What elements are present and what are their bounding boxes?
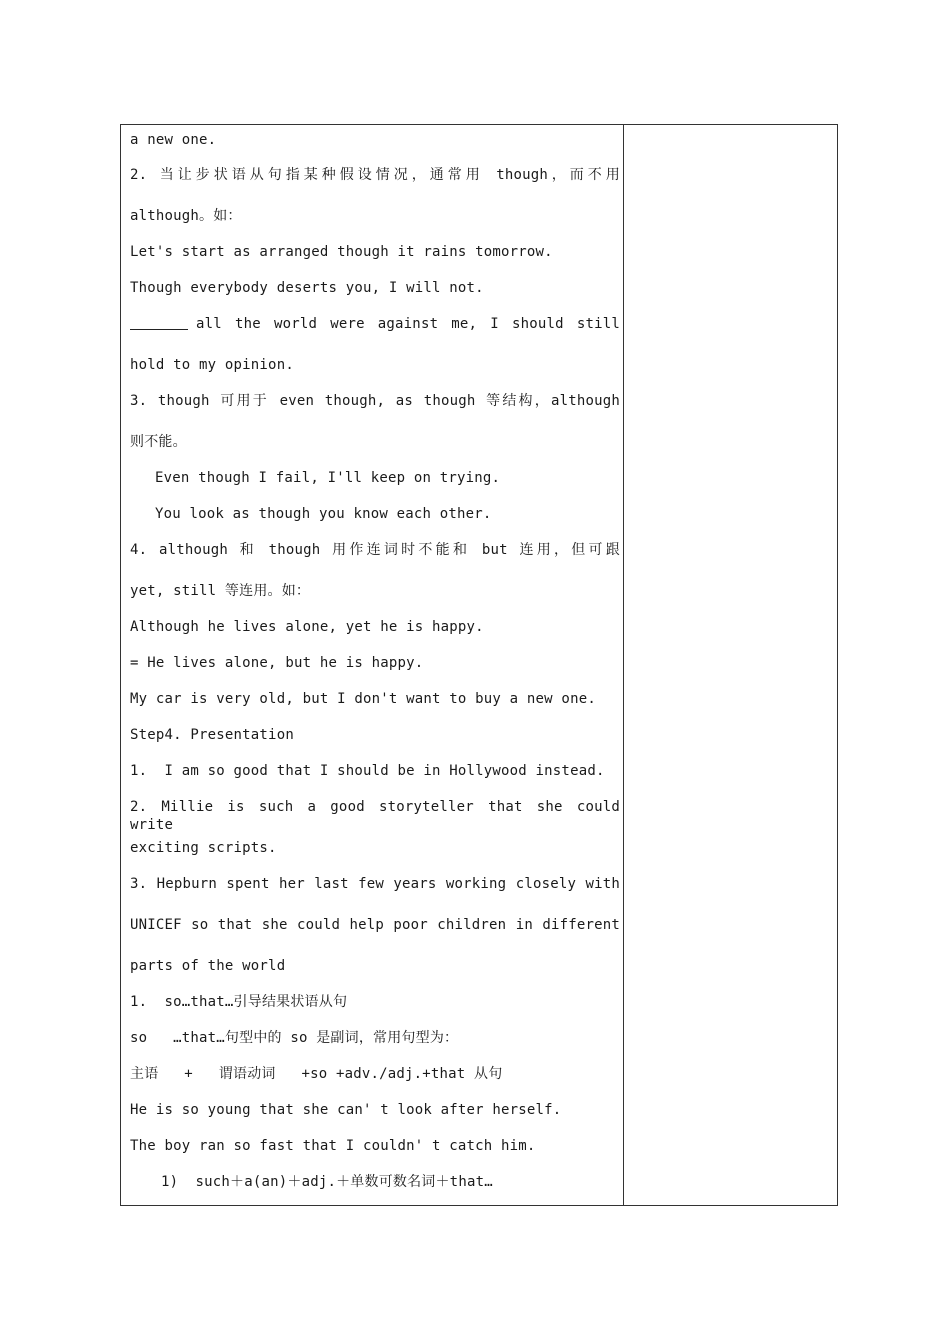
fill-in-text: all the world were against me, I should still [196,316,620,332]
text-line: He is so young that she can' t look after herself. [130,1102,562,1118]
text-line: 2. 当让步状语从句指某种假设情况，通常用 though，而不用 [130,167,620,183]
example-line: You look as though you know each other. [155,506,492,522]
text-line: 1. I am so good that I should be in Hollywood instead. [130,763,605,779]
text-line: hold to my opinion. [130,357,294,373]
text-line: My car is very old, but I don't want to buy a new one. [130,691,596,707]
section-heading: Step4. Presentation [130,727,294,743]
text-line: yet, still 等连用。如： [130,583,311,599]
text-line: 2. Millie is such a good storyteller that she could write [130,799,620,833]
text-line: 3. Hepburn spent her last few years working closely with [130,876,620,892]
text-line: 主语 + 谓语动词 +so +adv./adj.+that 从句 [130,1066,503,1082]
notes-cell [624,125,837,1205]
answer-blank[interactable] [130,315,188,330]
fill-in-line [130,315,620,333]
text-line: Though everybody deserts you, I will not. [130,280,484,296]
text-line: although。如： [130,208,242,224]
text-line: 1. so…that…引导结果状语从句 [130,994,348,1010]
text-line: so …that…句型中的 so 是副词，常用句型为： [130,1030,459,1046]
text-line: Let's start as arranged though it rains tomorrow. [130,244,553,260]
text-line: The boy ran so fast that I couldn' t catch him. [130,1138,536,1154]
text-line: UNICEF so that she could help poor children in different [130,917,620,933]
text-line: 3. though 可用于 even though, as though 等结构，although [130,393,620,409]
text-line: = He lives alone, but he is happy. [130,655,424,671]
content-table [120,124,838,1206]
text-line: Although he lives alone, yet he is happy. [130,619,484,635]
text-line: exciting scripts. [130,840,277,856]
text-line: a new one. [130,132,217,148]
text-line: 1) such＋a(an)＋adj.＋单数可数名词＋that… [161,1174,493,1190]
example-line: Even though I fail, I'll keep on trying. [155,470,501,486]
text-line: 则不能。 [130,434,187,450]
text-line: parts of the world [130,958,286,974]
text-line: 4. although 和 though 用作连词时不能和 but 连用，但可跟 [130,542,620,558]
